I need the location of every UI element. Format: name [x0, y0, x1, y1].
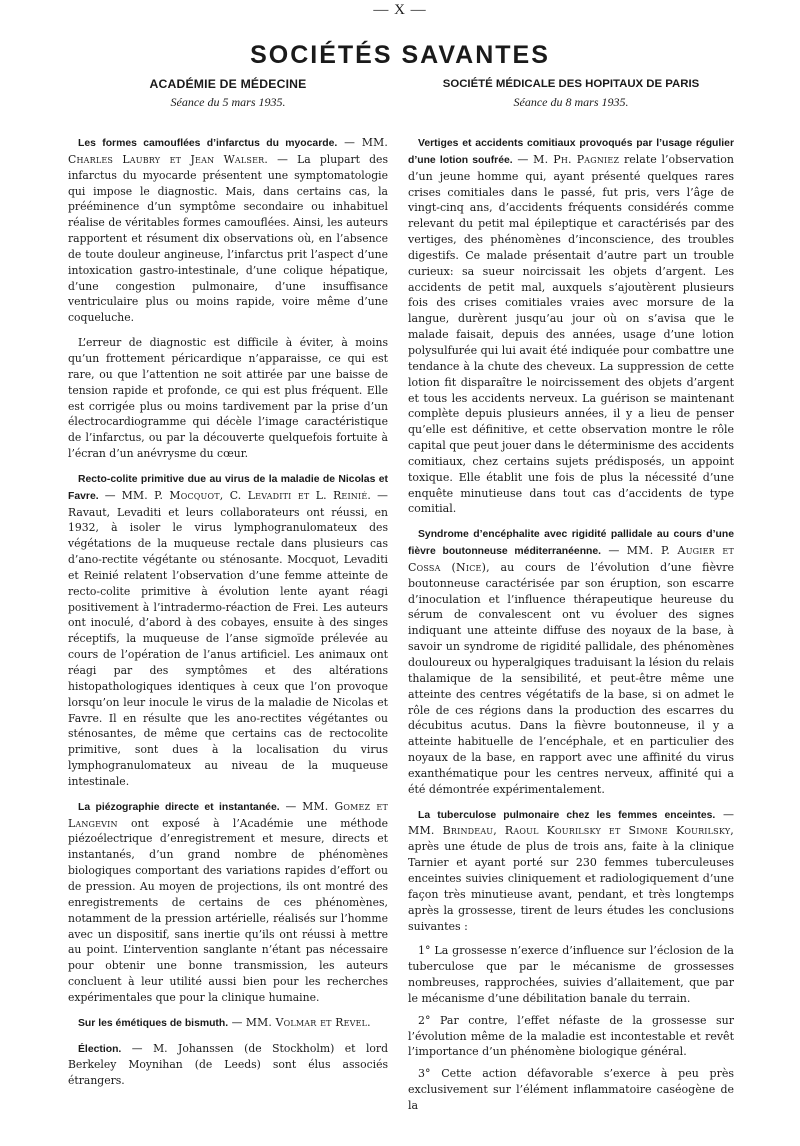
article-emetiques: [68, 1015, 388, 1032]
article-text: relate l’observation d’un jeune homme qui, ayant présenté quelques rares crises comitiales dans le passé, fut pris, vers l’âge de vingt-cinq ans, d’accidents fréquents considérés comme relevant du petit mal épileptique et caractérisés par des vertiges, des phénomènes d’inconscience, des troubles digestifs. Ce malade présentait d’autre part un trouble curieux: sa sueur noircissait les objets d’argent. Les accidents de petit mal, auxquels s’ajoutèrent plusieurs fois des crises comitiales vraies avec morsure de la langue, durèrent jusqu’au jour où on s’avisa que le malade faisait, depuis des années, usage d’une lotion polysulfurée qui lui avait été indiquée pour combattre une tendance à la chute des cheveux. La suppression de cette lotion fit disparaître le noircissement des objets d’argent et tous les accidents nerveux. La guérison se maintenant complète depuis plusieurs années, il y a lieu de penser qu’elle est définitive, et cette observation montre le rôle capital que peut jouer dans le déterminisme des accidents comitiaux, chez certains sujets prédisposés, un appoint toxique. Elle établit une fois de plus la nécessité d’une enquête minutieuse dans tout cas d’accidents de type comitial.: [408, 152, 735, 516]
article-recto-colite: [68, 471, 388, 790]
column-heading: SOCIÉTÉ MÉDICALE DES HOPITAUX DE PARIS: [442, 78, 700, 90]
article-title: La piézographie directe et instantanée.: [78, 801, 280, 813]
article-dash: —: [228, 1015, 246, 1029]
article-text: M. Johanssen (de Stockholm) et lord Berkeley Moynihan (de Leeds) sont élus associés étrangers.: [68, 1041, 388, 1088]
article-authors: MM. Brindeau, Raoul Kourilsky et Simone Kourilsky,: [408, 824, 734, 838]
article-authors: MM. Volmar et Revel.: [245, 1015, 371, 1029]
article-dash: —: [601, 544, 627, 558]
article-authors: M. Ph. Pagniez: [533, 152, 620, 166]
article-text: au cours de l’évolution d’une fièvre boutonneuse caractérisée par son éruption, son escarre d’inoculation et l’influence thérapeutique heureuse du sérum de convalescent ont vu évoluer des signes indiquant une atteinte diffuse des noyaux de la base, à savoir un syndrome de rigidité pallidale, des phénomènes douloureux ou hyperalgiques traduisant la lésion du relais thalamique de la sensibilité, et peut-être même une atteinte des centres végétatifs de la base, si on admet le rôle de ces régions dans la production des escarres du décubitus acutus. Dans la fièvre boutonneuse, il y a atteinte habituelle de l’encéphale, et en particulier des noyaux de la base, en rapport avec une affinité du virus exanthématique pour les centres nerveux, affinité qui a été démontrée expérimentalement.: [408, 560, 734, 796]
article-dash: —: [715, 807, 735, 821]
article-infarctus-continued: [68, 335, 388, 462]
article-title: Élection.: [78, 1043, 122, 1055]
article-title: La tuberculose pulmonaire chez les femmes enceintes.: [418, 809, 716, 821]
article-title: Recto-colite primitive due au virus de la maladie de Nicolas et Favre.: [68, 473, 388, 502]
article-dash: —: [337, 136, 362, 149]
article-authors: MM. Charles Laubry et Jean Walser.: [68, 136, 388, 166]
article-vertiges: [408, 135, 734, 517]
article-authors: MM. P. Mocquot, C. Levaditi et L. Reinié.: [121, 488, 372, 502]
article-encephalite: [408, 526, 734, 797]
article-infarctus: [68, 135, 388, 326]
session-date: Séance du 8 mars 1935.: [513, 95, 629, 109]
article-dash: —: [279, 799, 303, 813]
column-heading: ACADÉMIE DE MÉDECINE: [149, 77, 307, 91]
conclusion-point-3: 3° Cette action défavorable s’exerce à peu près exclusivement sur l’élément inflammatoire caséogène de la: [408, 1067, 734, 1112]
column-academie-de-medecine: [68, 76, 388, 1098]
article-piezographie: [68, 799, 388, 1006]
article-authors: MM. P. Augier et Cossa (Nice),: [408, 544, 734, 574]
session-date: Séance du 5 mars 1935.: [170, 95, 286, 109]
article-tuberculose: [408, 807, 734, 935]
article-text: — Ravaut, Levaditi et leurs collaborateurs ont réussi, en 1932, à isoler le virus lymphogranulomateux des végétations de la muqueuse rectale dans plusieurs cas d’ano-rectite végétante ou sténosante. Mocquot, Levaditi et Reinié relatent l’observation d’une femme atteinte de recto-colite primitive à évolution lente ayant réagi positivement à l’intradermo-réaction de Frei. Les auteurs ont inoculé, d’abord à des cobayes, ensuite à des singes réceptifs, la muqueuse de l’anse sigmoïde prélevée au cours de l’opération de l’anus artificiel. Les animaux ont réagi par des symptômes et des altérations histopathologiques identiques à ceux que l’on provoque lorsqu’on leur inocule le virus de la maladie de Nicolas et Favre. Il en résulte que les ano-rectites végétantes ou sténosantes, de même que certains cas de rectocolite primitive, sont dues à la localisation du virus lymphogranulomateux au niveau de la muqueuse intestinale.: [68, 488, 388, 788]
page-number: — X —: [373, 2, 427, 18]
article-text: — La plupart des infarctus du myocarde présentent une symptomatologie qui impose le diagnostic. Mais, dans certains cas, la prééminence d’un symptôme secondaire ou inhabituel réalise de véritables formes camouflées. Ainsi, les auteurs rapportent et résument dix observations où, en l’absence de toute douleur angineuse, l’infarctus prit l’aspect d’une intoxication gastro-intestinale, d’une colique hépatique, d’une congestion pulmonaire, d’une insuffisance ventriculaire plus ou moins rapide, voire même d’une coqueluche.: [68, 152, 388, 325]
article-dash: —: [512, 152, 534, 166]
main-title: SOCIÉTÉS SAVANTES: [250, 41, 550, 69]
article-election: [68, 1041, 388, 1090]
article-text: ont exposé à l’Académie une méthode piézoélectrique d’enregistrement et mesure, directs et instantanés, d’un grand nombre de phénomènes biologiques comportant des variations rapides d’effort ou de pression. Au moyen de projections, ils ont montré des enregistrements de certains de ces phénomènes, notamment de la pression artérielle, réalisés sur l’homme avec un dispositif, sans inertie qu’ils ont réussi à mettre au point. L’intervention sanglante n’étant pas nécessaire pour obtenir une bonne transmission, les auteurs concluent à leur utilité aussi bien pour les recherches expérimentales que pour la clinique humaine.: [68, 816, 388, 1004]
conclusion-point-1: 1° La grossesse n’exerce d’influence sur l’éclosion de la tuberculose que par le mécanisme de grossesses nombreuses, rapprochées, suivies d’allaitement, que par le mécanisme d’une débilitation banale du terrain.: [408, 944, 734, 1005]
article-text: après une étude de plus de trois ans, faite à la clinique Tarnier et ayant porté sur 230 femmes tuberculeuses enceintes suivies cliniquement et radiologiquement d’une façon très minutieuse avant, pendant, et très longtemps après la grossesse, tirent de leurs études les conclusions suivantes :: [408, 840, 734, 933]
article-text: L’erreur de diagnostic est difficile à éviter, à moins qu’un frottement péricardique n’apparaisse, ce qui est rare, ou que l’attention ne soit attirée par une baisse de tension rapide et profonde, ce qui est plus fréquent. Elle est corrigée plus ou moins tardivement par la prise d’un électrocardiogramme qui décèle l’image caractéristique de l’infarctus, ou par la découverte quelquefois fortuite à l’écran d’un anévrysme du cœur.: [68, 336, 388, 461]
article-dash: —: [121, 1041, 154, 1055]
article-title: Syndrome d’encéphalite avec rigidité pallidale au cours d’une fièvre boutonneuse méditerranéenne.: [408, 529, 734, 558]
article-title: Sur les émétiques de bismuth.: [78, 1017, 229, 1029]
column-societe-medicale-hopitaux: [408, 76, 734, 1120]
article-title: Les formes camouflées d’infarctus du myocarde.: [78, 138, 338, 149]
article-dash: —: [98, 488, 122, 502]
article-title: Vertiges et accidents comitiaux provoqués par l’usage régulier d’une lotion soufrée.: [408, 138, 734, 166]
conclusion-point-2: 2° Par contre, l’effet néfaste de la grossesse sur l’évolution même de la maladie est incontestable et revêt l’importance d’un phénomène biologique général.: [408, 1013, 734, 1059]
article-authors: MM. Gomez et Langevin: [68, 799, 389, 830]
